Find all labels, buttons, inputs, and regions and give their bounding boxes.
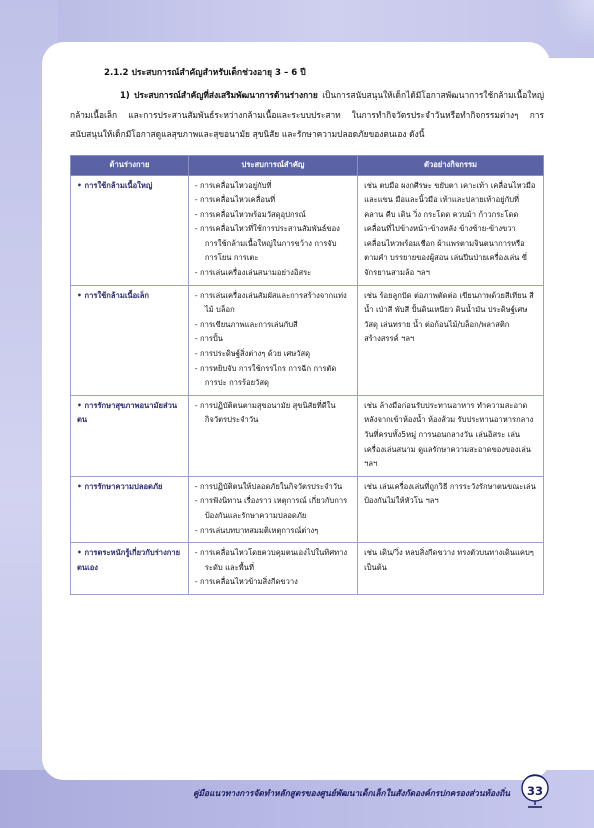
row-example: เช่น เดิน/วิ่ง หลบสิ่งกีดขวาง ทรงตัวบนทางเดินแคบๆ เป็นต้น	[358, 543, 544, 595]
header-experience: ประสบการณ์สำคัญ	[188, 155, 357, 175]
row-topic: • การใช้กล้ามเนื้อใหญ่	[71, 175, 189, 285]
table-row	[71, 476, 544, 542]
intro-title: ประสบการณ์สำคัญที่ส่งเสริมพัฒนาการด้านร่างกาย	[134, 90, 318, 100]
experience-item: - การปฏิบัติตนตามสุขอนามัย สุขนิสัยที่ดีในกิจวัตรประจำวัน	[194, 400, 336, 425]
intro-body: เป็นการสนับสนุนให้เด็กได้มีโอกาสพัฒนาการใช้กล้ามเนื้อใหญ่ กล้ามเนื้อเล็ก และการประสานสัมพันธ์ระหว่างกล้ามเนื้อและระบบประสาท ในการทำกิจวัตรประจำวันหรือทำกิจกรรมต่างๆ การสนับสนุนให้เด็กมีโอกาสดูแลสุขภาพและสุขอนามัย สุขนิสัย และรักษาความปลอดภัยของตนเอง ดังนี้	[70, 90, 544, 139]
row-example: เช่น ล้างมือก่อนรับประทานอาหาร ทำความสะอาดหลังจากเข้าห้องน้ำ ห้องส้วม รับประทานอาหารกลางวันที่ครบทั้ง5หมู่ การนอนกลางวัน เล่นอิสระ เล่นเครื่องเล่นสนาม ดูแลรักษาความสะอาดของของเล่น ฯลฯ	[358, 395, 544, 476]
experience-item: - การฟังนิทาน เรื่องราว เหตุการณ์ เกี่ยวกับการป้องกันและรักษาความปลอดภัย	[194, 496, 348, 520]
experience-item: - การประดิษฐ์สิ่งต่างๆ ด้วย เศษวัสดุ	[194, 349, 311, 359]
experience-item: - การเคลื่อนไหวเคลื่อนที่	[194, 195, 276, 205]
table-row	[71, 175, 544, 285]
experience-item: - การเล่นเครื่องเล่นสนามอย่างอิสระ	[194, 268, 312, 278]
table-row	[71, 395, 544, 476]
experience-item: - การปั้น	[194, 334, 223, 344]
header-physical: ด้านร่างกาย	[71, 155, 189, 175]
page-footer	[0, 778, 594, 808]
page-content	[70, 66, 544, 595]
intro-paragraph	[70, 86, 544, 145]
experience-item: - การหยิบจับ การใช้กรรไกร การฉีก การตัด การปะ การร้อยวัสดุ	[194, 363, 337, 388]
experience-item: - การเล่นเครื่องเล่นสัมผัสและการสร้างจากแท่งไม้ บล็อก	[194, 290, 347, 315]
intro-number: 1)	[120, 90, 130, 100]
page-number: 33	[526, 784, 543, 798]
row-experiences	[188, 285, 357, 395]
page-frame-corner	[548, 0, 594, 58]
experience-item: - การเล่นบทบาทสมมติเหตุการณ์ต่างๆ	[194, 525, 319, 535]
section-heading: 2.1.2 ประสบการณ์สำคัญสำหรับเด็กช่วงอายุ 3 – 6 ปี	[104, 68, 306, 78]
row-experiences	[188, 476, 357, 542]
row-experiences	[188, 175, 357, 285]
row-example: เช่น ตบมือ ผงกศีรษะ ขยับตา เคาะเท้า เคลื่อนไหวมือและแขน มือและนิ้วมือ เท้าและปลายเท้าอยู่กับที่ คลาน คืบ เดิน วิ่ง กระโดด ควบม้า ก้าวกระโดด เคลื่อนที่ไปข้างหน้า-ข้างหลัง ข้างซ้าย-ข้างขวา เคลื่อนไหวพร้อมเชือก ผ้าแพรตามจินตนาการหรือตามคำ บรรยายของผู้สอน เล่นปีนป่ายเครื่องเล่น ขี่จักรยานสามล้อ ฯลฯ	[358, 175, 544, 285]
experience-item: - การเคลื่อนไหวที่ใช้การประสานสัมพันธ์ของการใช้กล้ามเนื้อใหญ่ในการขว้าง การจับ การโยน การเตะ	[194, 224, 340, 263]
experience-item: - การเคลื่อนไหวพร้อมวัสดุอุปกรณ์	[194, 209, 306, 219]
header-examples: ตัวอย่างกิจกรรม	[358, 155, 544, 175]
experience-item: - การเขียนภาพและการเล่นกับสี	[194, 319, 298, 329]
row-example: เช่น ร้อยลูกปัด ต่อภาพตัดต่อ เขียนภาพด้วยสีเทียน สีน้ำ เป่าสี พับสี ปั้นดินเหนียว ดินน้ำมัน ประดิษฐ์เศษวัสดุ เล่นทราย น้ำ ต่อก้อนไม้/บล็อก/พลาสติกสร้างสรรค์ ฯลฯ	[358, 285, 544, 395]
experience-item: - การเคลื่อนไหวอยู่กับที่	[194, 180, 272, 190]
table-row	[71, 543, 544, 595]
experience-item: - การเคลื่อนไหวข้ามสิ่งกีดขวาง	[194, 577, 298, 587]
row-topic: • การรักษาสุขภาพอนามัยส่วนตน	[71, 395, 189, 476]
table-row	[71, 285, 544, 395]
row-experiences	[188, 395, 357, 476]
experience-item: - การปฏิบัติตนให้ปลอดภัยในกิจวัตรประจำวัน	[194, 481, 343, 491]
experience-item: - การเคลื่อนไหวโดยควบคุมตนเองไปในทิศทาง ระดับ และพื้นที่	[194, 548, 348, 572]
experience-table	[70, 155, 544, 595]
row-example: เช่น เล่นเครื่องเล่นที่ถูกวิธี การระวังรักษาตนขณะเล่นป้องกันไม่ให้หัวโน ฯลฯ	[358, 476, 544, 542]
row-topic: • การใช้กล้ามเนื้อเล็ก	[71, 285, 189, 395]
footer-title: คู่มือแนวทางการจัดทำหลักสูตรของศูนย์พัฒนาเด็กเล็กในสังกัดองค์กรปกครองส่วนท้องถิ่น	[192, 788, 510, 798]
row-topic: • การรักษาความปลอดภัย	[71, 476, 189, 542]
row-experiences	[188, 543, 357, 595]
row-topic: • การตระหนักรู้เกี่ยวกับร่างกายตนเอง	[71, 543, 189, 595]
table-header-row	[71, 155, 544, 175]
